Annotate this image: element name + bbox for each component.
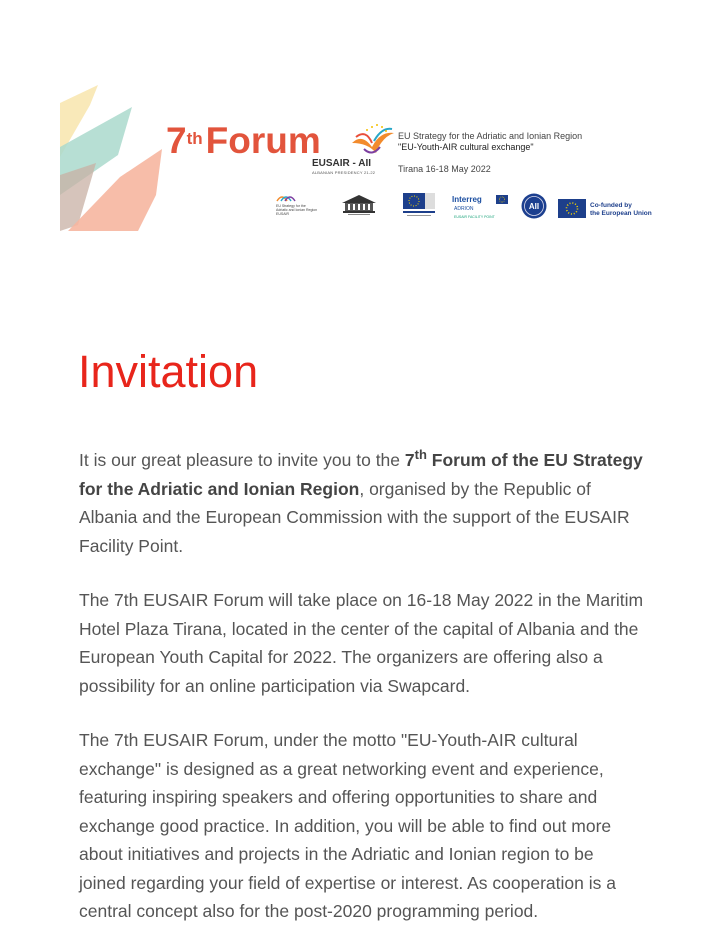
albanian-presidency-label: ALBANIAN PRESIDENCY 21-22 — [312, 170, 376, 175]
albania-government-emblem-icon — [340, 193, 378, 217]
motto-paragraph: The 7th EUSAIR Forum, under the motto "EU-Youth-AIR cultural exchange" is designed as a great networking event and experience, featuring inspiring speakers and offering opportunities to share and exchange good practice. In addition, you will be able to find out more about initiatives and projects in the Adriatic and Ionian region to be joined regarding your field of expertise or interest. As cooperation is a central concept also for the post-2020 programming period. — [79, 730, 616, 921]
cofunded-line-1: Co-funded by — [590, 202, 632, 209]
eusair-logo-line-1: EU Strategy for the — [276, 204, 306, 208]
european-commission-logo-icon — [401, 191, 441, 219]
intro-paragraph — [79, 446, 644, 560]
eu-flag-icon — [558, 199, 586, 218]
cofunded-label — [590, 202, 652, 218]
interreg-logo-text: Interreg — [452, 195, 482, 204]
facility-point-text: EUSAIR FACILITY POINT — [454, 215, 495, 219]
forum-bird-logo-icon — [350, 123, 396, 163]
decorative-shapes — [60, 85, 170, 235]
adriatic-ionian-initiative-seal-icon — [520, 192, 548, 220]
eusair-logo — [276, 193, 317, 216]
venue-paragraph: The 7th EUSAIR Forum will take place on 16-18 May 2022 in the Maritim Hotel Plaza Tirana, located in the center of the capital of Albania and the European Youth Capital for 2022. The organizers are offering also a possibility for an online participation via Swapcard. — [79, 590, 644, 696]
forum-title: 7thForum — [166, 120, 321, 161]
place-date: Tirana 16-18 May 2022 — [398, 164, 491, 174]
eusair-all-label: EUSAIR - AII — [312, 158, 372, 169]
eusair-waves-icon — [276, 193, 298, 203]
cofunded-line-2: the European Union — [590, 210, 652, 217]
motto-line: "EU-Youth-AIR cultural exchange" — [398, 142, 534, 152]
svg-text:AII: AII — [528, 202, 540, 211]
intro-text-end: , organised by the Republic of Albania and the European Commission with the support of the EUSAIR Facility Point. — [79, 478, 630, 556]
forum-name-bold: 7th Forum of the EU Strategy for the Adriatic and Ionian Region — [79, 447, 643, 499]
strategy-line: EU Strategy for the Adriatic and Ionian Region — [398, 131, 583, 141]
eu-flag-small-icon — [496, 195, 508, 204]
intro-text-start: It is our great pleasure to invite you to the — [79, 450, 405, 470]
eusair-logo-line-3: EUSAIR — [276, 212, 290, 216]
adrion-logo-text: ADRION — [454, 206, 474, 212]
forum-banner — [60, 85, 655, 235]
strategy-text — [398, 131, 582, 153]
eusair-logo-line-2: Adriatic and Ionian Region — [276, 208, 318, 212]
invitation-heading: Invitation — [78, 346, 259, 397]
